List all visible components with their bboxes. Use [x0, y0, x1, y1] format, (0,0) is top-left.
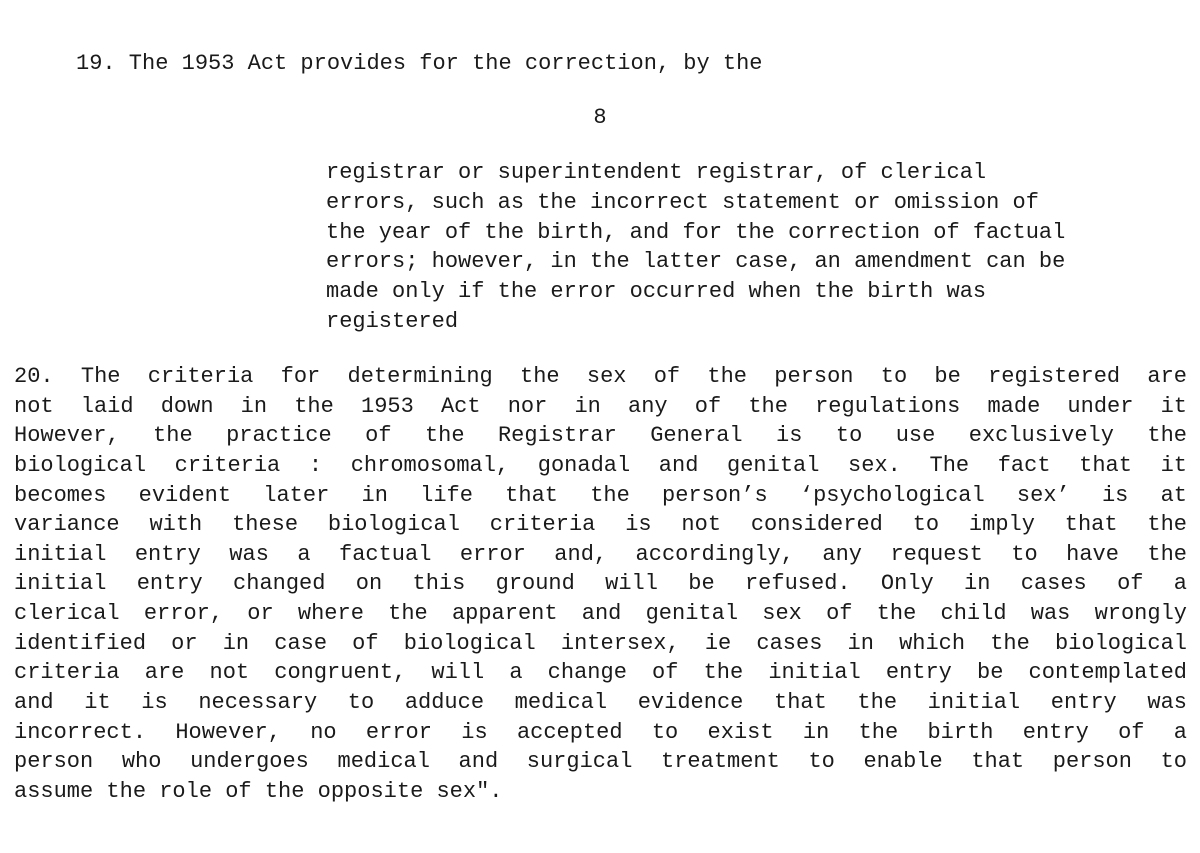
quoted-block-line: errors; however, in the latter case, an amendment can be: [326, 249, 1066, 275]
paragraph-20-line: criteria are not congruent, will a change of the initial entry be contemplated: [14, 660, 1187, 686]
paragraph-20-line: variance with these biological criteria is not considered to imply that the: [14, 512, 1187, 538]
paragraph-20-line: initial entry was a factual error and, accordingly, any request to have the: [14, 541, 1187, 567]
paragraph-20: [14, 362, 1187, 807]
paragraph-20-line: not laid down in the 1953 Act nor in any of the regulations made under it: [14, 393, 1187, 419]
paragraph-20-line: However, the practice of the Registrar General is to use exclusively the: [14, 423, 1187, 449]
paragraph-19: 19. The 1953 Act provides for the correction, by the: [76, 51, 763, 76]
paragraph-20-line: clerical error, or where the apparent and genital sex of the child was wrongly: [14, 601, 1187, 627]
paragraph-20-line: and it is necessary to adduce medical evidence that the initial entry was: [14, 690, 1187, 716]
paragraph-20-line: becomes evident later in life that the person’s ‘psychological sex’ is at: [14, 482, 1187, 508]
paragraph-20-line: identified or in case of biological intersex, ie cases in which the biological: [14, 630, 1187, 656]
paragraph-20-line: incorrect. However, no error is accepted to exist in the birth entry of a: [14, 719, 1187, 745]
quoted-block-line: errors, such as the incorrect statement or omission of: [326, 189, 1039, 215]
quoted-block-line: registered: [326, 308, 459, 334]
paragraph-20-line: assume the role of the opposite sex".: [14, 778, 503, 804]
paragraph-20-line: biological criteria : chromosomal, gonadal and genital sex. The fact that it: [14, 452, 1187, 478]
paragraph-20-line: person who undergoes medical and surgical treatment to enable that person to: [14, 749, 1187, 775]
quoted-block-line: the year of the birth, and for the correction of factual: [326, 219, 1066, 245]
page-number: 8: [593, 105, 607, 130]
paragraph-20-line: initial entry changed on this ground will be refused. Only in cases of a: [14, 571, 1187, 597]
paragraph-20-line: 20. The criteria for determining the sex of the person to be registered are: [14, 364, 1187, 389]
quoted-block-line: registrar or superintendent registrar, of clerical: [326, 160, 987, 185]
quoted-block: [326, 158, 1065, 337]
quoted-block-line: made only if the error occurred when the birth was: [326, 279, 987, 305]
